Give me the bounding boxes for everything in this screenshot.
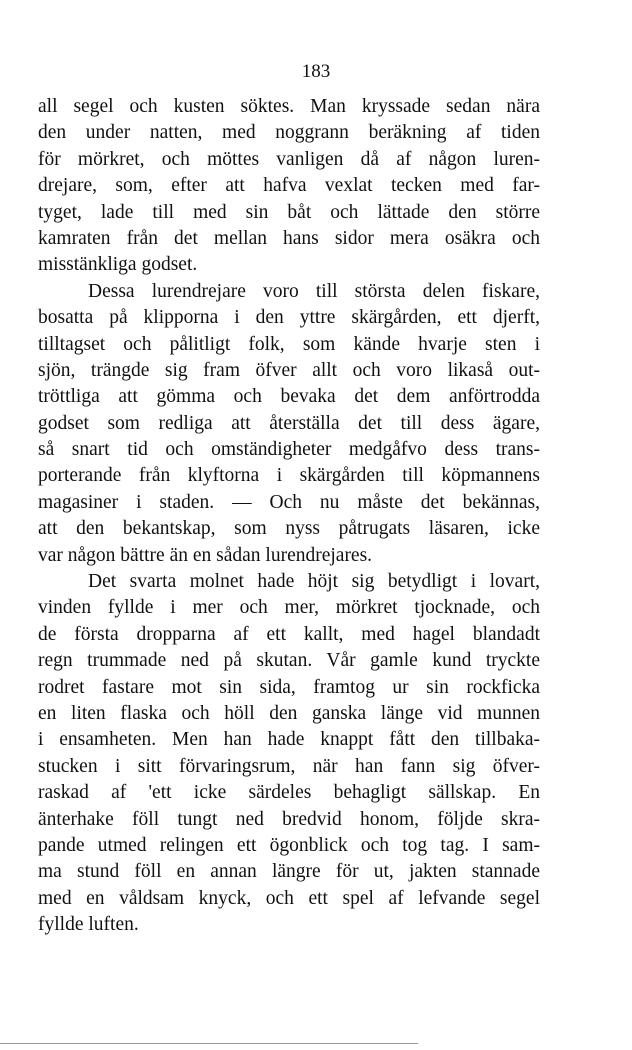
text-line: misstänkliga godset. (38, 254, 198, 276)
text-line: i ensamheten. Men han hade knappt fått den tillbaka- (38, 729, 540, 751)
text-line: ma stund föll en annan längre för ut, jakten stannade (38, 861, 540, 883)
bottom-rule (0, 1043, 418, 1044)
text-line: rodret fastare mot sin sida, framtog ur sin rockficka (38, 676, 540, 698)
text-line: en liten flaska och höll den ganska länge vid munnen (38, 702, 540, 724)
text-line: raskad af 'ett icke särdeles behagligt sällskap. En (38, 782, 540, 804)
text-line: Det svarta molnet hade höjt sig betydligt i lovart, (88, 571, 540, 593)
text-line: att den bekantskap, som nyss påtrugats läsaren, icke (38, 518, 540, 540)
text-line: drejare, som, efter att hafva vexlat tecken med far- (38, 175, 540, 197)
text-line: fyllde luften. (38, 914, 139, 936)
text-line: Dessa lurendrejare voro till största delen fiskare, (88, 280, 540, 302)
text-line: änterhake föll tungt ned bredvid honom, följde skra- (38, 808, 540, 830)
text-line: bosatta på klipporna i den yttre skärgården, ett djerft, (38, 307, 540, 329)
text-line: pande utmed relingen ett ögonblick och tog tag. I sam- (38, 834, 540, 856)
text-line: de första dropparna af ett kallt, med hagel blandadt (38, 623, 540, 645)
text-line: för mörkret, och möttes vanligen då af någon luren- (38, 148, 540, 170)
text-line: porterande från klyftorna i skärgården till köpmannens (38, 465, 540, 487)
text-line: godset som redliga att återställa det till dess ägare, (38, 412, 540, 434)
text-line: kamraten från det mellan hans sidor mera osäkra och (38, 227, 540, 249)
text-line: stucken i sitt förvaringsrum, när han fann sig öfver- (38, 755, 540, 777)
text-line: tilltagset och pålitligt folk, som kände hvarje sten i (38, 333, 540, 355)
page-number: 183 (301, 61, 331, 82)
text-line: magasiner i staden. — Och nu måste det bekännas, (38, 491, 540, 513)
body-text (38, 94, 540, 939)
text-line: tröttliga att gömma och bevaka det dem anförtrodda (38, 386, 540, 408)
text-line: sjön, trängde sig fram öfver allt och voro likaså out- (38, 359, 540, 381)
text-line: all segel och kusten söktes. Man kryssade sedan nära (38, 96, 540, 117)
text-line: så snart tid och omständigheter medgåfvo dess trans- (38, 439, 540, 461)
text-line: regn trummade ned på skutan. Vår gamle kund tryckte (38, 650, 540, 672)
text-line: tyget, lade till med sin båt och lättade den större (38, 201, 540, 223)
text-line: med en våldsam knyck, och ett spel af lefvande segel (38, 887, 540, 909)
text-line: var någon bättre än en sådan lurendrejares. (38, 544, 373, 566)
text-line: vinden fyllde i mer och mer, mörkret tjocknade, och (38, 597, 540, 619)
text-line: den under natten, med noggrann beräkning af tiden (38, 122, 540, 144)
